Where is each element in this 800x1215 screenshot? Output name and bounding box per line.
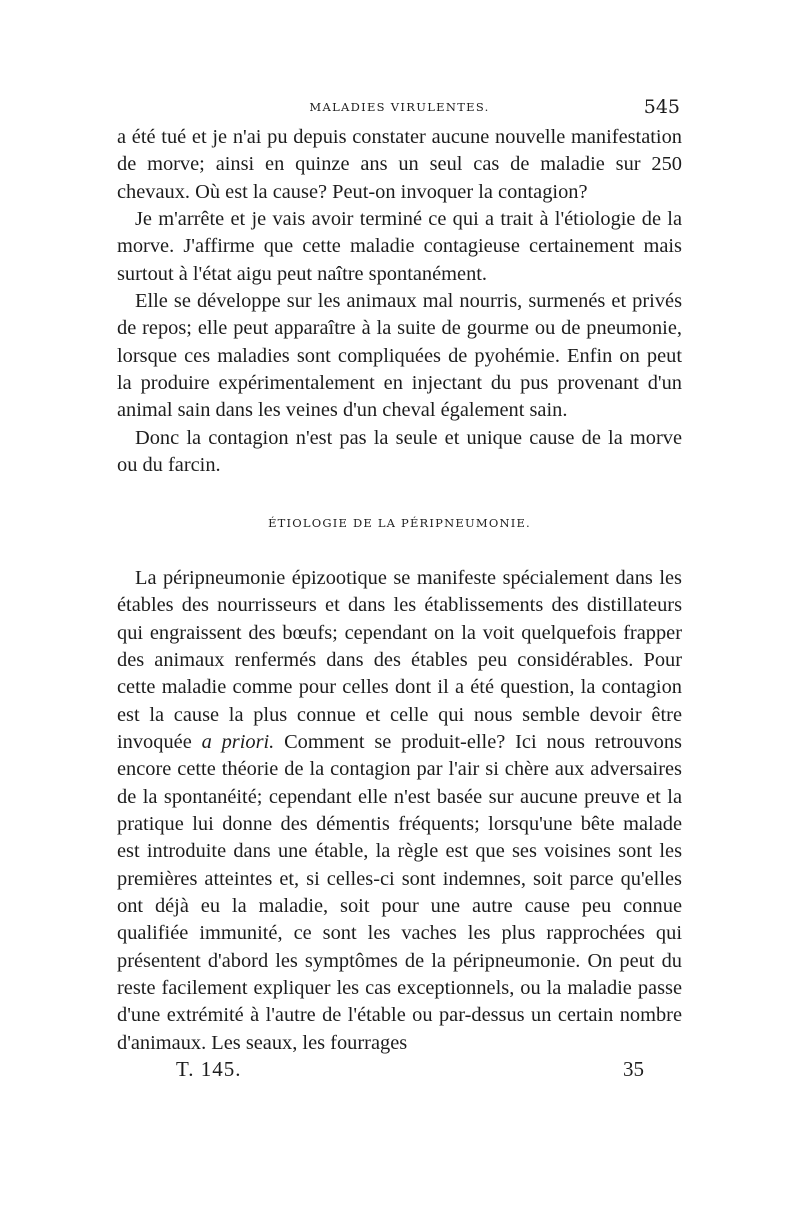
paragraph-peripneumonie (117, 565, 682, 1057)
printer-signature: T. 145. (176, 1057, 242, 1081)
page-footer (117, 1057, 682, 1087)
paragraph-contagion-summary: Donc la contagion n'est pas la seule et unique cause de la morve ou du farcin. (117, 426, 682, 477)
running-head (117, 94, 682, 124)
signature-number: 35 (623, 1057, 644, 1081)
paragraph-morve-conclusion: Je m'arrête et je vais avoir terminé ce qui a trait à l'étiologie de la morve. J'affirme que cette maladie contagieuse certainement mais surtout à l'état aigu peut naître spontanément. (117, 208, 682, 285)
paragraph-text-before-italic: La péripneumonie épizootique se manifeste spécialement dans les étables des nourrisseurs et dans les établissements des distillateurs qui engraissent des bœufs; cependant on la voit quelquefois frapper des animaux renfermés dans des étables peu considérables. Pour cette maladie comme pour celles dont il a été question, la contagion est la cause la plus connue et celle qui nous semble devoir être invoquée (117, 566, 682, 753)
paragraph-continuation: a été tué et je n'ai pu depuis constater aucune nouvelle manifestation de morve; ainsi en quinze ans un seul cas de maladie sur 250 chevaux. Où est la cause? Peut-on invoquer la contagion? (117, 126, 682, 203)
page-number: 545 (643, 96, 680, 118)
book-page (117, 94, 682, 1087)
paragraph-text-after-italic: Comment se produit-elle? Ici nous retrouvons encore cette théorie de la contagion par l'air si chère aux adversaires de la spontanéité; cependant elle n'est basée sur aucune preuve et la pratique lui donne des démentis fréquents; lorsqu'une bête malade est introduite dans une étable, la règle est que ses voisines sont les premières atteintes et, si celles-ci sont indemnes, soit parce qu'elles ont déjà eu la maladie, soit pour une autre cause peu connue qualifiée immunité, ce sont les vaches les plus rapprochées qui présentent d'abord les symptômes de la péripneumonie. On peut du reste facilement expliquer les cas exceptionnels, ou la maladie passe d'une extrémité à l'autre de l'étable ou par-dessus un certain nombre d'animaux. Les seaux, les fourrages (117, 730, 682, 1054)
running-title: MALADIES VIRULENTES. (309, 100, 490, 114)
body-text (117, 124, 682, 1057)
section-heading: ÉTIOLOGIE DE LA PÉRIPNEUMONIE. (268, 516, 531, 531)
italic-phrase: a priori. (201, 730, 275, 753)
paragraph-development: Elle se développe sur les animaux mal nourris, surmenés et privés de repos; elle peut apparaître à la suite de gourme ou de pneumonie, lorsque ces maladies sont compliquées de pyohémie. Enfin on peut la produire expérimentalement en injectant du pus provenant d'un animal sain dans les veines d'un cheval également sain. (117, 290, 682, 422)
